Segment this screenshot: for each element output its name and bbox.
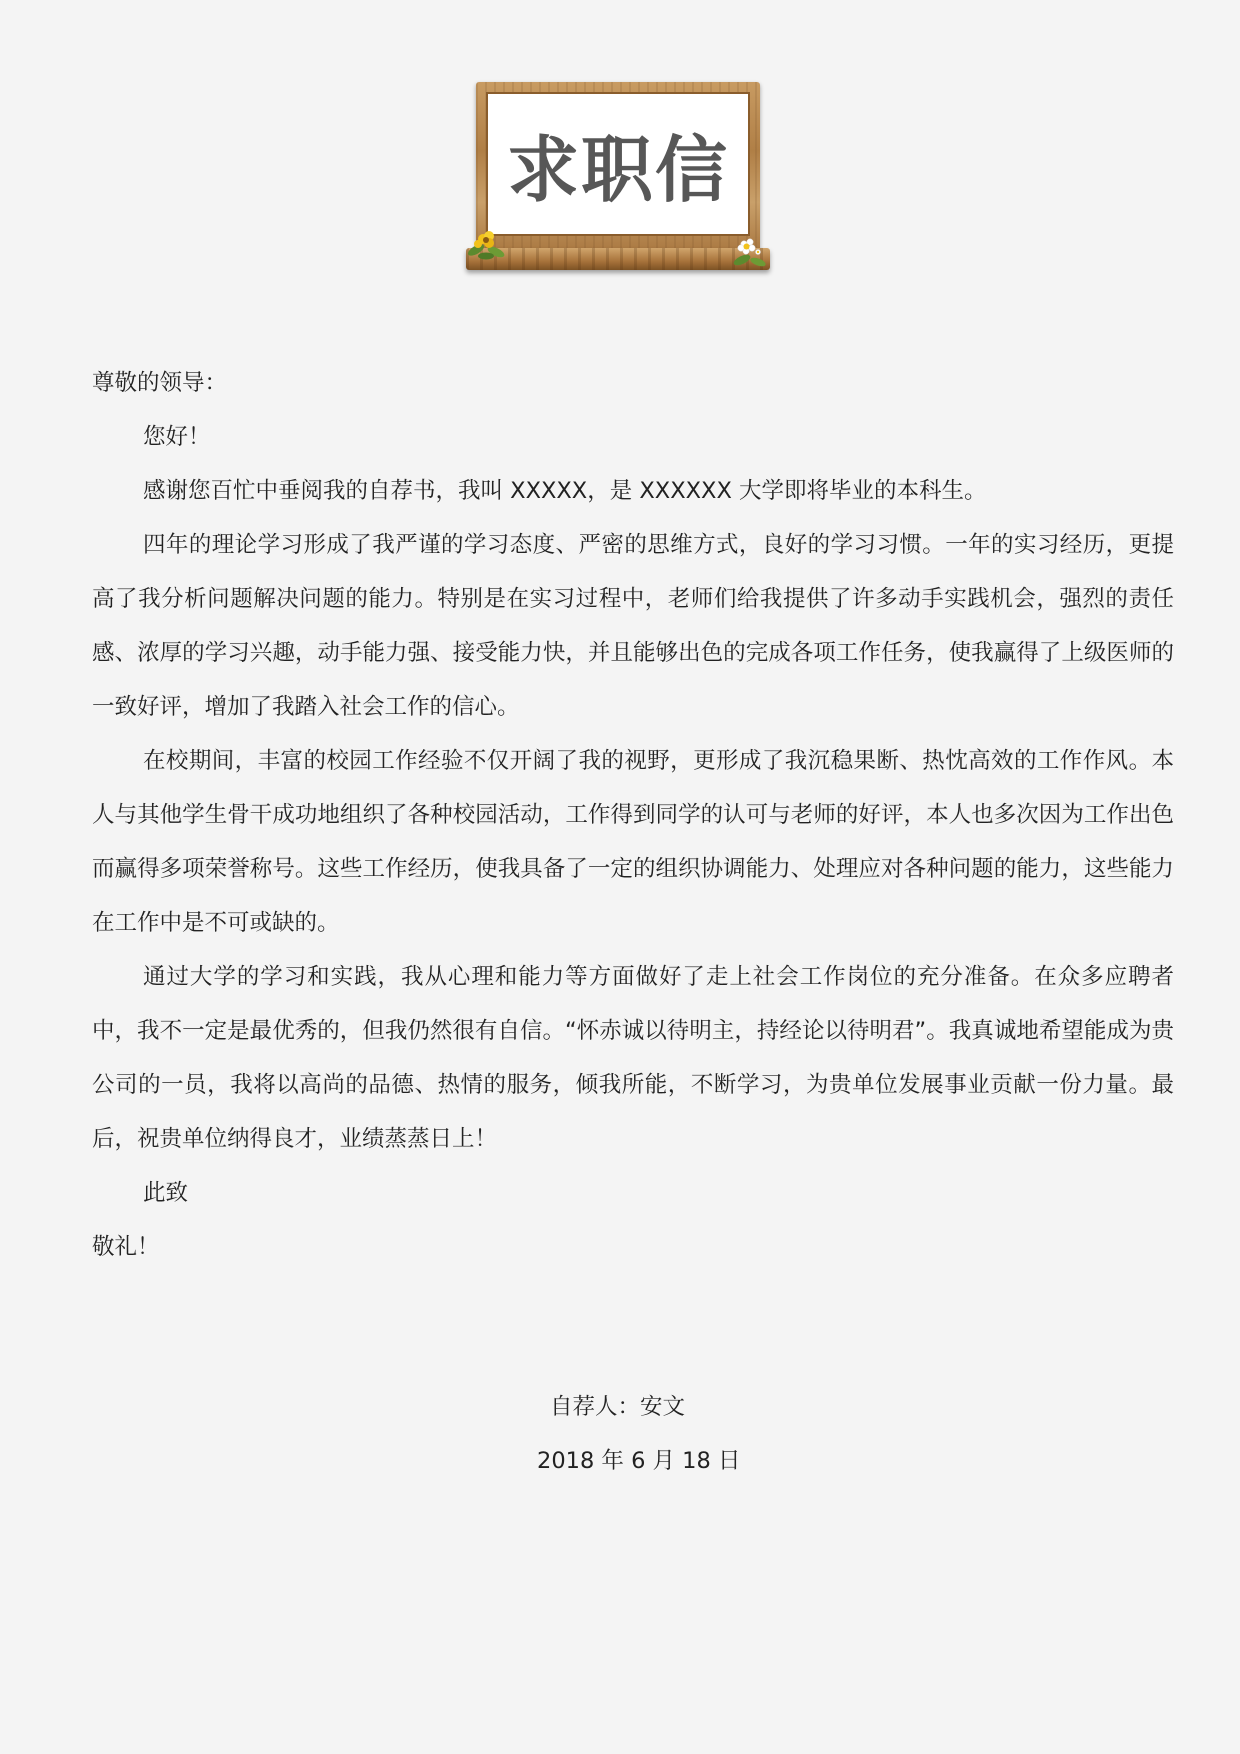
salutation: 尊敬的领导： — [92, 370, 228, 396]
yellow-flower-icon — [474, 231, 494, 248]
paragraph-study: 四年的理论学习形成了我严谨的学习态度、严密的思维方式，良好的学习习惯。一年的实习经历，更提高了我分析问题解决问题的能力。特别是在实习过程中，老师们给我提供了许多动手实践机会，强烈的责任感、浓厚的学习兴趣，动手能力强、接受能力快，并且能够出色的完成各项工作任务，使我赢得了上级医师的一致好评，增加了我踏入社会工作的信心。 — [92, 532, 1174, 720]
paragraph-conclusion: 通过大学的学习和实践，我从心理和能力等方面做好了走上社会工作岗位的充分准备。在众多应聘者中，我不一定是最优秀的，但我仍然很有自信。“怀赤诚以待明主，持经论以待明君”。我真诚地希望能成为贵公司的一员，我将以高尚的品德、热情的服务，倾我所能，不断学习，为贵单位发展事业贡献一份力量。最后，祝贵单位纳得良才，业绩蒸蒸日上！ — [92, 964, 1174, 1152]
wooden-ledge — [466, 248, 770, 270]
signer-name: 自荐人：安文 — [550, 1394, 686, 1420]
daisy-icon — [738, 239, 761, 255]
page-title: 求职信 — [506, 128, 729, 212]
signature-block — [0, 1380, 1240, 1488]
title-signboard — [466, 82, 770, 278]
greeting: 您好！ — [143, 424, 211, 450]
letter-date: 2018 年 6 月 18 日 — [537, 1448, 741, 1474]
sign-board — [486, 92, 750, 236]
letter-body — [92, 356, 1174, 1274]
paragraph-campus: 在校期间，丰富的校园工作经验不仅开阔了我的视野，更形成了我沉稳果断、热忱高效的工作作风。本人与其他学生骨干成功地组织了各种校园活动，工作得到同学的认可与老师的好评，本人也多次因为工作出色而赢得多项荣誉称号。这些工作经历，使我具备了一定的组织协调能力、处理应对各种问题的能力，这些能力在工作中是不可或缺的。 — [92, 748, 1174, 936]
wooden-frame — [476, 82, 760, 254]
paragraph-intro: 感谢您百忙中垂阅我的自荐书，我叫 XXXXX，是 XXXXXX 大学即将毕业的本科生。 — [143, 478, 987, 504]
leaf-icon — [732, 253, 767, 268]
daisy-cluster-icon — [730, 230, 770, 270]
closing: 此致 — [143, 1180, 189, 1206]
flower-cluster-icon — [466, 222, 506, 262]
regards: 敬礼！ — [92, 1234, 160, 1260]
